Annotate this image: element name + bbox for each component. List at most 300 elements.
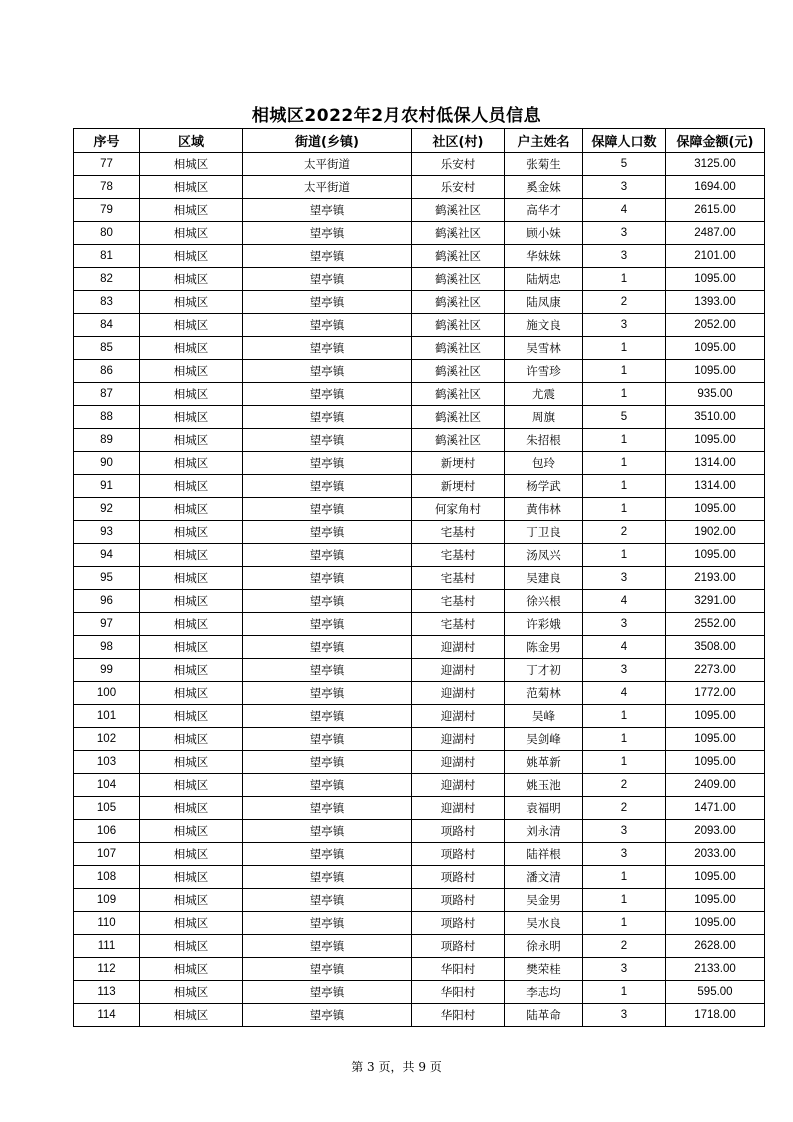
column-header-community: 社区(村) [412, 129, 505, 153]
cell-district: 相城区 [140, 337, 243, 360]
cell-covered-persons: 1 [583, 705, 666, 728]
cell-district: 相城区 [140, 751, 243, 774]
cell-serial: 79 [74, 199, 140, 222]
table-row [74, 705, 765, 728]
cell-community: 迎湖村 [412, 728, 505, 751]
cell-district: 相城区 [140, 429, 243, 452]
table-row [74, 797, 765, 820]
cell-householder: 施文良 [505, 314, 583, 337]
table-row [74, 820, 765, 843]
cell-street-town: 望亭镇 [243, 544, 412, 567]
cell-district: 相城区 [140, 935, 243, 958]
cell-community: 华阳村 [412, 958, 505, 981]
cell-householder: 杨学武 [505, 475, 583, 498]
cell-community: 鹤溪社区 [412, 406, 505, 429]
subsistence-allowance-table [73, 128, 765, 1027]
column-header-district: 区域 [140, 129, 243, 153]
cell-community: 项路村 [412, 889, 505, 912]
cell-amount: 1095.00 [666, 544, 765, 567]
cell-street-town: 望亭镇 [243, 751, 412, 774]
cell-householder: 陆凤康 [505, 291, 583, 314]
cell-amount: 3510.00 [666, 406, 765, 429]
cell-householder: 朱招根 [505, 429, 583, 452]
cell-covered-persons: 2 [583, 291, 666, 314]
table-row [74, 153, 765, 176]
cell-serial: 97 [74, 613, 140, 636]
cell-serial: 88 [74, 406, 140, 429]
cell-community: 宅基村 [412, 613, 505, 636]
cell-community: 项路村 [412, 820, 505, 843]
cell-serial: 89 [74, 429, 140, 452]
cell-district: 相城区 [140, 360, 243, 383]
cell-householder: 张菊生 [505, 153, 583, 176]
cell-street-town: 望亭镇 [243, 889, 412, 912]
table-row [74, 843, 765, 866]
cell-street-town: 望亭镇 [243, 705, 412, 728]
cell-district: 相城区 [140, 682, 243, 705]
table-row [74, 406, 765, 429]
cell-householder: 吴水良 [505, 912, 583, 935]
cell-householder: 徐永明 [505, 935, 583, 958]
table-row [74, 1004, 765, 1027]
cell-street-town: 望亭镇 [243, 682, 412, 705]
table-row [74, 567, 765, 590]
cell-serial: 81 [74, 245, 140, 268]
cell-district: 相城区 [140, 314, 243, 337]
cell-serial: 106 [74, 820, 140, 843]
cell-community: 鹤溪社区 [412, 314, 505, 337]
cell-street-town: 望亭镇 [243, 636, 412, 659]
cell-amount: 2052.00 [666, 314, 765, 337]
cell-serial: 93 [74, 521, 140, 544]
cell-covered-persons: 2 [583, 774, 666, 797]
cell-serial: 109 [74, 889, 140, 912]
cell-district: 相城区 [140, 222, 243, 245]
cell-covered-persons: 3 [583, 222, 666, 245]
cell-community: 宅基村 [412, 544, 505, 567]
cell-amount: 3508.00 [666, 636, 765, 659]
cell-serial: 84 [74, 314, 140, 337]
cell-covered-persons: 1 [583, 475, 666, 498]
cell-serial: 103 [74, 751, 140, 774]
column-header-covered-persons: 保障人口数 [583, 129, 666, 153]
table-row [74, 337, 765, 360]
cell-street-town: 望亭镇 [243, 406, 412, 429]
cell-covered-persons: 3 [583, 843, 666, 866]
cell-householder: 顾小妹 [505, 222, 583, 245]
column-header-street-town: 街道(乡镇) [243, 129, 412, 153]
cell-street-town: 望亭镇 [243, 245, 412, 268]
table-row [74, 199, 765, 222]
cell-community: 鹤溪社区 [412, 291, 505, 314]
cell-serial: 83 [74, 291, 140, 314]
cell-covered-persons: 3 [583, 958, 666, 981]
cell-district: 相城区 [140, 981, 243, 1004]
cell-householder: 袁福明 [505, 797, 583, 820]
cell-amount: 3125.00 [666, 153, 765, 176]
cell-serial: 90 [74, 452, 140, 475]
cell-householder: 陆革命 [505, 1004, 583, 1027]
cell-district: 相城区 [140, 498, 243, 521]
cell-serial: 99 [74, 659, 140, 682]
cell-district: 相城区 [140, 176, 243, 199]
cell-community: 乐安村 [412, 176, 505, 199]
cell-street-town: 望亭镇 [243, 291, 412, 314]
cell-covered-persons: 3 [583, 659, 666, 682]
cell-district: 相城区 [140, 291, 243, 314]
cell-amount: 1314.00 [666, 475, 765, 498]
cell-street-town: 望亭镇 [243, 958, 412, 981]
cell-street-town: 望亭镇 [243, 797, 412, 820]
table-header [74, 129, 765, 153]
cell-covered-persons: 4 [583, 199, 666, 222]
cell-amount: 2409.00 [666, 774, 765, 797]
cell-street-town: 望亭镇 [243, 268, 412, 291]
cell-serial: 82 [74, 268, 140, 291]
cell-district: 相城区 [140, 199, 243, 222]
page-footer: 第 3 页，共 9 页 [351, 1060, 442, 1074]
cell-householder: 吴建良 [505, 567, 583, 590]
table-row [74, 314, 765, 337]
cell-community: 鹤溪社区 [412, 245, 505, 268]
cell-district: 相城区 [140, 613, 243, 636]
table-row [74, 268, 765, 291]
cell-covered-persons: 1 [583, 728, 666, 751]
table-row [74, 889, 765, 912]
cell-district: 相城区 [140, 475, 243, 498]
cell-serial: 112 [74, 958, 140, 981]
cell-street-town: 望亭镇 [243, 774, 412, 797]
cell-street-town: 望亭镇 [243, 383, 412, 406]
cell-covered-persons: 1 [583, 866, 666, 889]
cell-amount: 1314.00 [666, 452, 765, 475]
cell-covered-persons: 2 [583, 935, 666, 958]
cell-covered-persons: 1 [583, 268, 666, 291]
cell-householder: 刘永清 [505, 820, 583, 843]
table-row [74, 360, 765, 383]
table-row [74, 590, 765, 613]
table-row [74, 498, 765, 521]
cell-householder: 华妹妹 [505, 245, 583, 268]
cell-covered-persons: 5 [583, 153, 666, 176]
cell-covered-persons: 2 [583, 797, 666, 820]
cell-amount: 2273.00 [666, 659, 765, 682]
cell-community: 宅基村 [412, 521, 505, 544]
cell-community: 项路村 [412, 843, 505, 866]
cell-covered-persons: 3 [583, 613, 666, 636]
cell-covered-persons: 1 [583, 751, 666, 774]
cell-district: 相城区 [140, 268, 243, 291]
table-row [74, 682, 765, 705]
table-row [74, 958, 765, 981]
cell-serial: 108 [74, 866, 140, 889]
cell-covered-persons: 1 [583, 981, 666, 1004]
cell-householder: 吴剑峰 [505, 728, 583, 751]
cell-district: 相城区 [140, 245, 243, 268]
cell-street-town: 望亭镇 [243, 567, 412, 590]
cell-serial: 95 [74, 567, 140, 590]
cell-householder: 陆炳忠 [505, 268, 583, 291]
cell-community: 鹤溪社区 [412, 222, 505, 245]
cell-district: 相城区 [140, 590, 243, 613]
cell-street-town: 望亭镇 [243, 314, 412, 337]
cell-covered-persons: 4 [583, 590, 666, 613]
cell-amount: 1718.00 [666, 1004, 765, 1027]
cell-amount: 3291.00 [666, 590, 765, 613]
cell-covered-persons: 3 [583, 567, 666, 590]
cell-serial: 105 [74, 797, 140, 820]
table-row [74, 981, 765, 1004]
cell-serial: 96 [74, 590, 140, 613]
cell-serial: 98 [74, 636, 140, 659]
cell-householder: 许雪珍 [505, 360, 583, 383]
cell-community: 迎湖村 [412, 659, 505, 682]
cell-householder: 吴金男 [505, 889, 583, 912]
cell-community: 项路村 [412, 912, 505, 935]
cell-street-town: 望亭镇 [243, 222, 412, 245]
cell-covered-persons: 1 [583, 360, 666, 383]
cell-district: 相城区 [140, 889, 243, 912]
cell-district: 相城区 [140, 774, 243, 797]
cell-district: 相城区 [140, 383, 243, 406]
cell-community: 鹤溪社区 [412, 337, 505, 360]
cell-district: 相城区 [140, 958, 243, 981]
cell-householder: 李志均 [505, 981, 583, 1004]
cell-amount: 2133.00 [666, 958, 765, 981]
cell-street-town: 太平街道 [243, 176, 412, 199]
cell-street-town: 望亭镇 [243, 613, 412, 636]
cell-community: 乐安村 [412, 153, 505, 176]
cell-covered-persons: 3 [583, 245, 666, 268]
cell-covered-persons: 3 [583, 314, 666, 337]
cell-amount: 2093.00 [666, 820, 765, 843]
cell-community: 项路村 [412, 935, 505, 958]
cell-amount: 1095.00 [666, 337, 765, 360]
cell-community: 华阳村 [412, 981, 505, 1004]
cell-serial: 114 [74, 1004, 140, 1027]
column-header-serial: 序号 [74, 129, 140, 153]
cell-amount: 1095.00 [666, 751, 765, 774]
cell-covered-persons: 4 [583, 682, 666, 705]
cell-serial: 86 [74, 360, 140, 383]
cell-street-town: 望亭镇 [243, 360, 412, 383]
cell-amount: 2628.00 [666, 935, 765, 958]
cell-street-town: 望亭镇 [243, 843, 412, 866]
cell-serial: 78 [74, 176, 140, 199]
cell-amount: 1393.00 [666, 291, 765, 314]
cell-covered-persons: 1 [583, 912, 666, 935]
cell-community: 新埂村 [412, 475, 505, 498]
cell-covered-persons: 1 [583, 498, 666, 521]
cell-community: 何家角村 [412, 498, 505, 521]
cell-amount: 2487.00 [666, 222, 765, 245]
cell-community: 宅基村 [412, 567, 505, 590]
cell-community: 迎湖村 [412, 774, 505, 797]
cell-district: 相城区 [140, 1004, 243, 1027]
cell-householder: 丁才初 [505, 659, 583, 682]
cell-community: 鹤溪社区 [412, 429, 505, 452]
cell-amount: 2033.00 [666, 843, 765, 866]
table-row [74, 521, 765, 544]
cell-householder: 吴峰 [505, 705, 583, 728]
cell-street-town: 望亭镇 [243, 912, 412, 935]
table-row [74, 613, 765, 636]
table-row [74, 728, 765, 751]
cell-householder: 姚革新 [505, 751, 583, 774]
cell-street-town: 望亭镇 [243, 866, 412, 889]
cell-covered-persons: 1 [583, 383, 666, 406]
table-row [74, 544, 765, 567]
cell-district: 相城区 [140, 544, 243, 567]
cell-street-town: 望亭镇 [243, 820, 412, 843]
cell-district: 相城区 [140, 521, 243, 544]
cell-householder: 高华才 [505, 199, 583, 222]
cell-community: 鹤溪社区 [412, 383, 505, 406]
cell-street-town: 望亭镇 [243, 475, 412, 498]
cell-householder: 徐兴根 [505, 590, 583, 613]
cell-serial: 80 [74, 222, 140, 245]
cell-amount: 1095.00 [666, 498, 765, 521]
cell-serial: 110 [74, 912, 140, 935]
cell-serial: 94 [74, 544, 140, 567]
cell-community: 鹤溪社区 [412, 199, 505, 222]
cell-covered-persons: 3 [583, 1004, 666, 1027]
table-row [74, 291, 765, 314]
cell-community: 迎湖村 [412, 751, 505, 774]
cell-householder: 包玲 [505, 452, 583, 475]
cell-householder: 潘文清 [505, 866, 583, 889]
cell-householder: 黄伟林 [505, 498, 583, 521]
cell-householder: 陈金男 [505, 636, 583, 659]
cell-amount: 2101.00 [666, 245, 765, 268]
cell-serial: 113 [74, 981, 140, 1004]
header-row [74, 129, 765, 153]
table-row [74, 176, 765, 199]
cell-street-town: 望亭镇 [243, 981, 412, 1004]
cell-serial: 100 [74, 682, 140, 705]
cell-covered-persons: 1 [583, 429, 666, 452]
cell-amount: 1095.00 [666, 429, 765, 452]
cell-street-town: 望亭镇 [243, 521, 412, 544]
cell-covered-persons: 1 [583, 337, 666, 360]
table-row [74, 452, 765, 475]
cell-serial: 104 [74, 774, 140, 797]
cell-community: 迎湖村 [412, 797, 505, 820]
cell-street-town: 望亭镇 [243, 935, 412, 958]
cell-amount: 1095.00 [666, 728, 765, 751]
cell-street-town: 望亭镇 [243, 199, 412, 222]
cell-district: 相城区 [140, 705, 243, 728]
cell-serial: 101 [74, 705, 140, 728]
cell-serial: 85 [74, 337, 140, 360]
cell-street-town: 望亭镇 [243, 452, 412, 475]
table-row [74, 935, 765, 958]
cell-community: 鹤溪社区 [412, 268, 505, 291]
cell-district: 相城区 [140, 843, 243, 866]
cell-covered-persons: 1 [583, 452, 666, 475]
cell-street-town: 望亭镇 [243, 1004, 412, 1027]
column-header-amount: 保障金额(元) [666, 129, 765, 153]
cell-street-town: 望亭镇 [243, 337, 412, 360]
cell-householder: 范菊林 [505, 682, 583, 705]
cell-district: 相城区 [140, 153, 243, 176]
cell-community: 迎湖村 [412, 636, 505, 659]
cell-district: 相城区 [140, 659, 243, 682]
cell-householder: 姚玉池 [505, 774, 583, 797]
cell-amount: 1095.00 [666, 705, 765, 728]
cell-community: 迎湖村 [412, 682, 505, 705]
table-body [74, 153, 765, 1027]
cell-covered-persons: 3 [583, 176, 666, 199]
cell-amount: 2615.00 [666, 199, 765, 222]
cell-householder: 许彩娥 [505, 613, 583, 636]
cell-district: 相城区 [140, 636, 243, 659]
cell-district: 相城区 [140, 866, 243, 889]
cell-street-town: 望亭镇 [243, 728, 412, 751]
column-header-householder: 户主姓名 [505, 129, 583, 153]
cell-householder: 尤震 [505, 383, 583, 406]
cell-covered-persons: 1 [583, 544, 666, 567]
cell-amount: 1095.00 [666, 268, 765, 291]
cell-community: 项路村 [412, 866, 505, 889]
cell-community: 鹤溪社区 [412, 360, 505, 383]
cell-amount: 1902.00 [666, 521, 765, 544]
cell-street-town: 太平街道 [243, 153, 412, 176]
document-title: 相城区2022年2月农村低保人员信息 [251, 106, 542, 126]
cell-householder: 陆祥根 [505, 843, 583, 866]
cell-district: 相城区 [140, 406, 243, 429]
cell-community: 华阳村 [412, 1004, 505, 1027]
cell-covered-persons: 3 [583, 820, 666, 843]
table-row [74, 222, 765, 245]
cell-street-town: 望亭镇 [243, 590, 412, 613]
cell-district: 相城区 [140, 728, 243, 751]
cell-district: 相城区 [140, 797, 243, 820]
cell-covered-persons: 2 [583, 521, 666, 544]
cell-serial: 87 [74, 383, 140, 406]
cell-amount: 1095.00 [666, 889, 765, 912]
table-row [74, 475, 765, 498]
cell-community: 宅基村 [412, 590, 505, 613]
table-row [74, 429, 765, 452]
cell-amount: 1772.00 [666, 682, 765, 705]
cell-street-town: 望亭镇 [243, 498, 412, 521]
cell-serial: 107 [74, 843, 140, 866]
cell-covered-persons: 4 [583, 636, 666, 659]
cell-amount: 1471.00 [666, 797, 765, 820]
cell-householder: 周旗 [505, 406, 583, 429]
cell-serial: 111 [74, 935, 140, 958]
table-row [74, 383, 765, 406]
cell-amount: 2193.00 [666, 567, 765, 590]
cell-serial: 102 [74, 728, 140, 751]
cell-householder: 汤凤兴 [505, 544, 583, 567]
table-row [74, 866, 765, 889]
cell-serial: 77 [74, 153, 140, 176]
cell-covered-persons: 5 [583, 406, 666, 429]
cell-serial: 92 [74, 498, 140, 521]
cell-covered-persons: 1 [583, 889, 666, 912]
cell-amount: 595.00 [666, 981, 765, 1004]
cell-amount: 1694.00 [666, 176, 765, 199]
cell-street-town: 望亭镇 [243, 429, 412, 452]
cell-district: 相城区 [140, 567, 243, 590]
table-row [74, 245, 765, 268]
cell-amount: 935.00 [666, 383, 765, 406]
cell-amount: 1095.00 [666, 912, 765, 935]
table-row [74, 636, 765, 659]
table-row [74, 751, 765, 774]
